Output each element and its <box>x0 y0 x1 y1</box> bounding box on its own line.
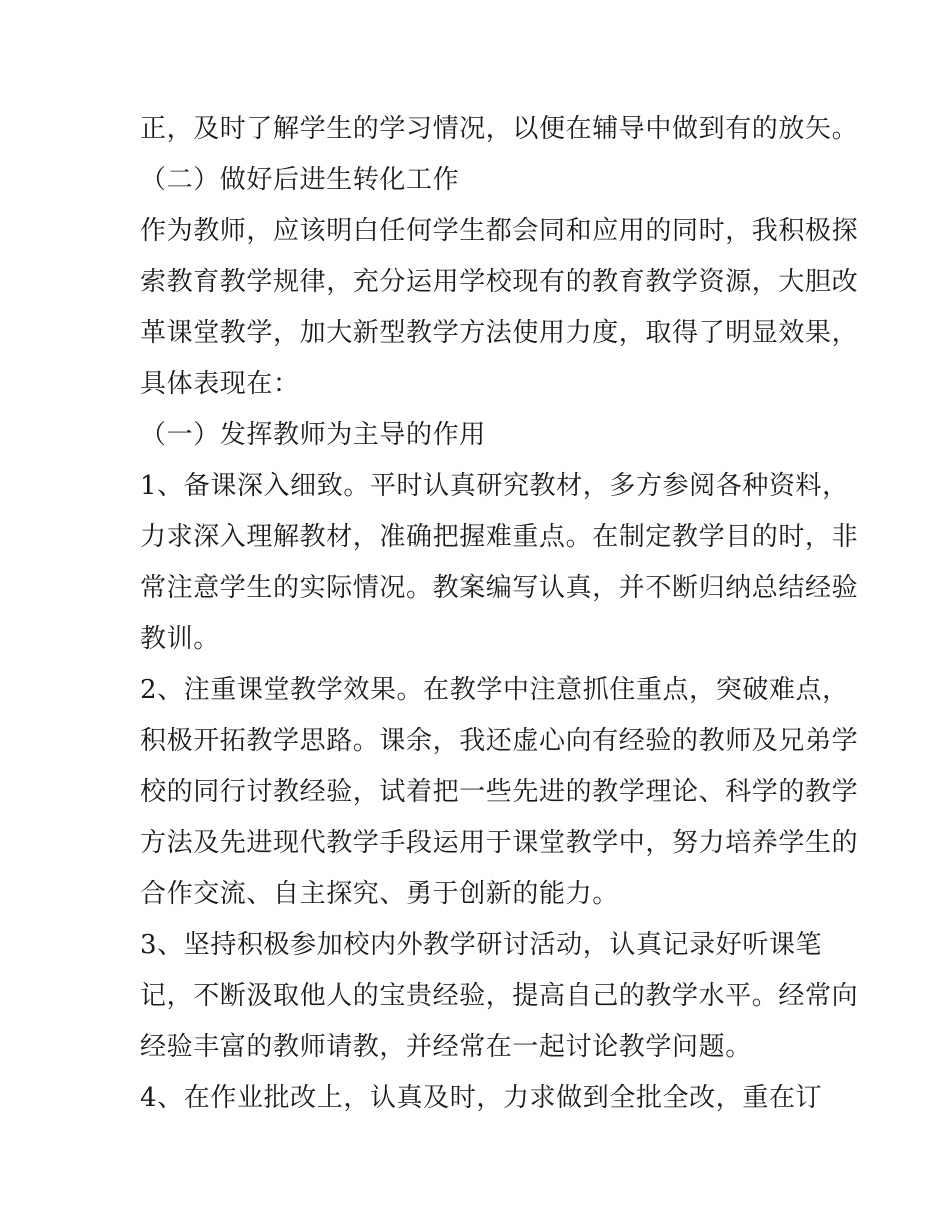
text-line-16: 合作交流、自主探究、勇于创新的能力。 <box>140 879 619 909</box>
text-line-11: 教训。 <box>140 624 220 654</box>
text-line-17: 3、坚持积极参加校内外教学研讨活动，认真记录好听课笔 <box>140 930 823 960</box>
text-line-13: 积极开拓教学思路。课余，我还虚心向有经验的教师及兄弟学 <box>140 726 859 756</box>
text-line-4: 索教育教学规律，充分运用学校现有的教育教学资源，大胆改 <box>140 267 859 297</box>
text-line-9: 力求深入理解教材，准确把握难重点。在制定教学目的时，非 <box>140 522 859 552</box>
text-line-10: 常注意学生的实际情况。教案编写认真，并不断归纳总结经验 <box>140 573 859 603</box>
text-line-15: 方法及先进现代教学手段运用于课堂教学中，努力培养学生的 <box>140 828 859 858</box>
section-heading-2: （二）做好后进生转化工作 <box>140 165 460 195</box>
text-line-12: 2、注重课堂教学效果。在教学中注意抓住重点，突破难点， <box>140 675 849 705</box>
section-heading-1: （一）发挥教师为主导的作用 <box>140 420 486 450</box>
text-line-14: 校的同行讨教经验，试着把一些先进的教学理论、科学的教学 <box>140 777 859 807</box>
text-line-1: 正，及时了解学生的学习情况，以便在辅导中做到有的放矢。 <box>140 114 859 144</box>
text-line-18: 记，不断汲取他人的宝贵经验，提高自己的教学水平。经常向 <box>140 981 859 1011</box>
text-line-19: 经验丰富的教师请教，并经常在一起讨论教学问题。 <box>140 1032 752 1062</box>
text-line-3: 作为教师，应该明白任何学生都会同和应用的同时，我积极探 <box>140 216 859 246</box>
text-line-5: 革课堂教学，加大新型教学方法使用力度，取得了明显效果， <box>140 318 859 348</box>
text-line-8: 1、备课深入细致。平时认真研究教材，多方参阅各种资料， <box>140 471 849 501</box>
text-line-6: 具体表现在： <box>140 369 300 399</box>
text-line-20: 4、在作业批改上，认真及时，力求做到全批全改，重在订 <box>140 1083 823 1113</box>
